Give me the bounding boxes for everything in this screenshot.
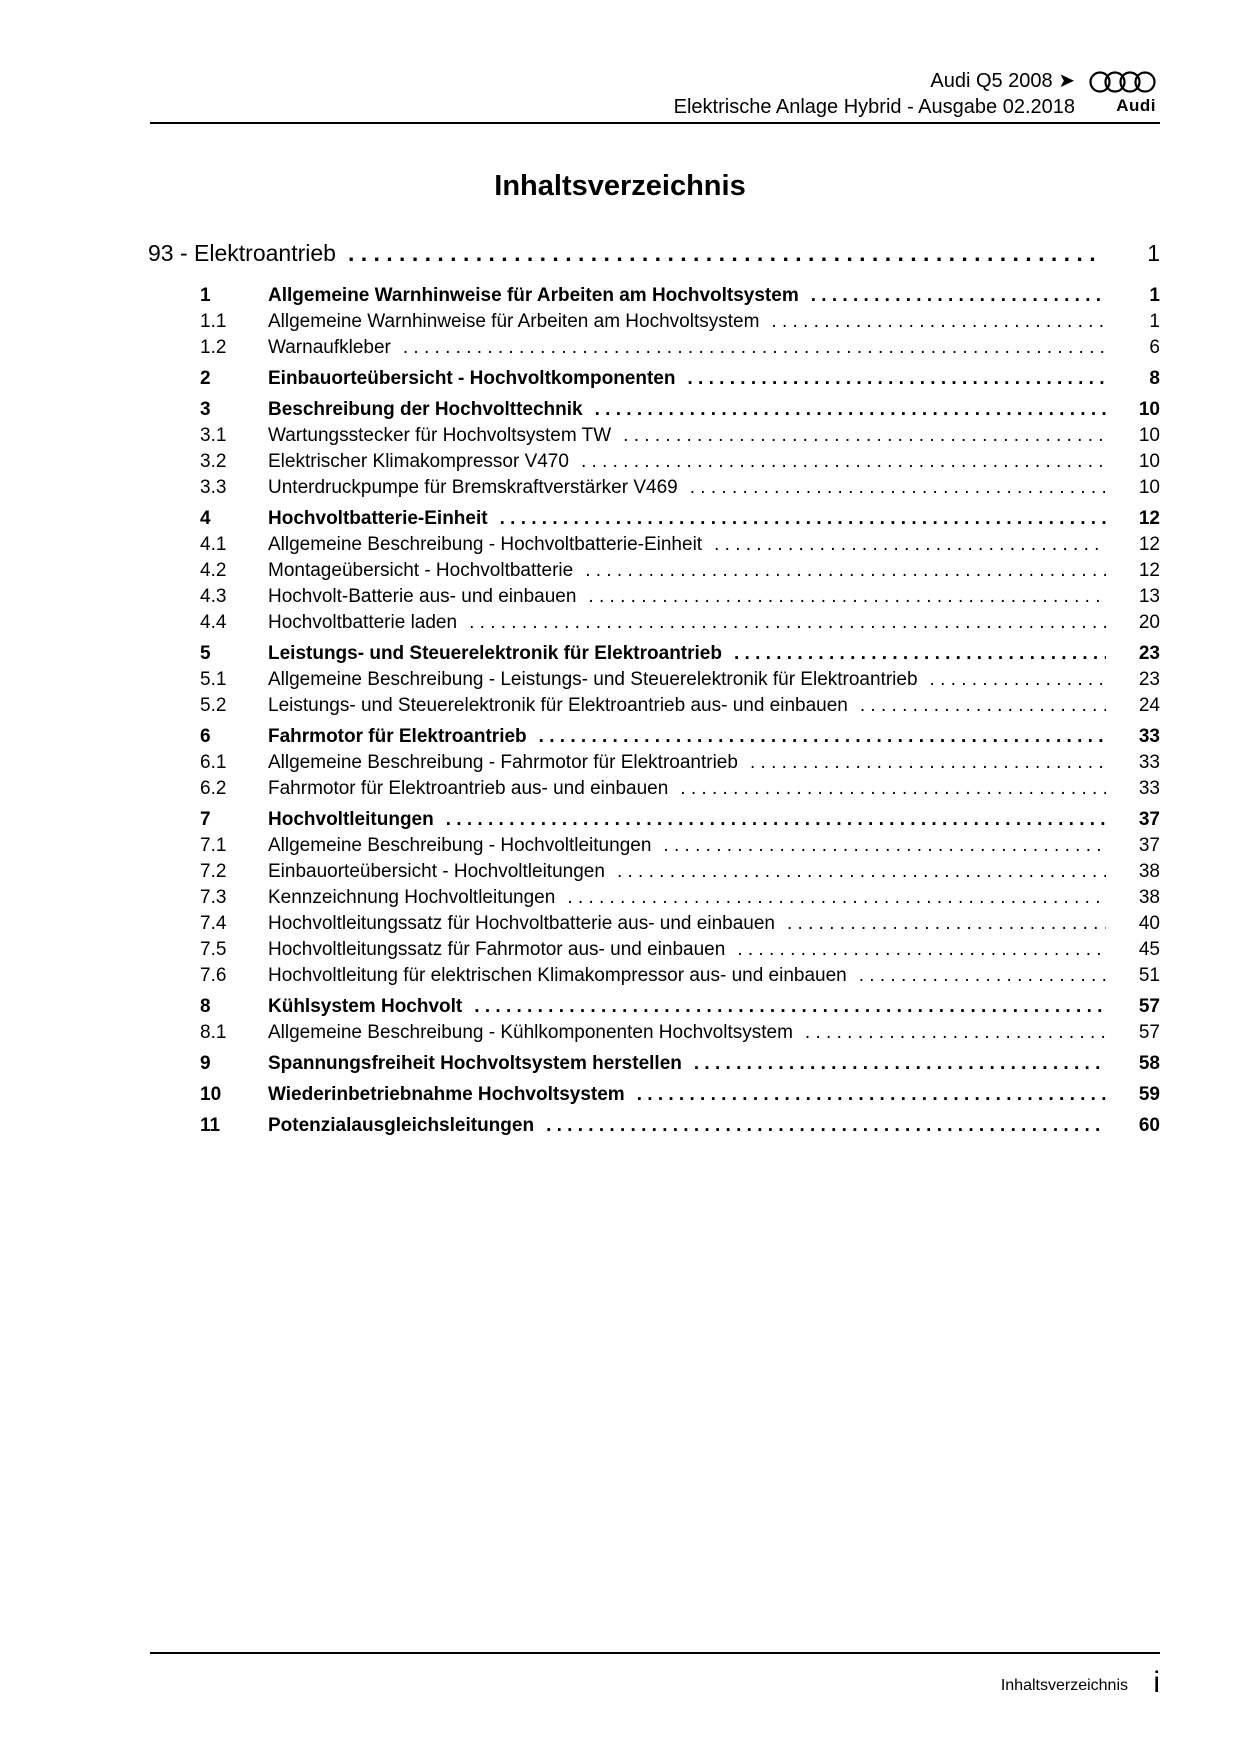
toc-entry-page: 45 [1138, 939, 1160, 960]
dot-leader [690, 475, 1106, 501]
toc-section-row[interactable] [148, 366, 1160, 392]
toc-entry-number: 1 [200, 285, 211, 306]
toc-entry-title: Fahrmotor für Elektroantrieb aus- und einbauen [268, 778, 669, 799]
dot-leader [737, 937, 1106, 963]
toc-subsection-row[interactable] [148, 584, 1160, 610]
toc-entry-title: Einbauorteübersicht - Hochvoltleitungen [268, 861, 605, 882]
toc-entry-number: 6.1 [200, 752, 227, 773]
dot-leader [446, 807, 1106, 833]
toc-entry-title: Wartungsstecker für Hochvoltsystem TW [268, 425, 612, 446]
toc-entry-page: 10 [1138, 425, 1160, 446]
toc-entry-number: 2 [200, 368, 211, 389]
dot-leader [663, 833, 1106, 859]
dot-leader [469, 610, 1106, 636]
toc-section-row[interactable] [148, 506, 1160, 532]
toc-entry-page: 23 [1138, 669, 1160, 690]
dot-leader [787, 911, 1106, 937]
dot-leader [617, 859, 1106, 885]
dot-leader [588, 584, 1106, 610]
toc-entry-number: 4.4 [200, 612, 227, 633]
toc-entry-page: 57 [1138, 996, 1160, 1017]
toc-entry-page: 60 [1138, 1115, 1160, 1136]
toc-entry-title: Hochvoltbatterie-Einheit [268, 508, 488, 529]
toc-entry-title: Allgemeine Beschreibung - Kühlkomponenten Hochvoltsystem [268, 1022, 793, 1043]
toc-entry-page: 10 [1138, 399, 1160, 420]
toc-entry-title: Elektrischer Klimakompressor V470 [268, 451, 569, 472]
toc-section-row[interactable] [148, 1082, 1160, 1108]
toc-entry-title: Allgemeine Beschreibung - Fahrmotor für Elektroantrieb [268, 752, 738, 773]
header-edition: Elektrische Anlage Hybrid - Ausgabe 02.2018 [673, 96, 1075, 118]
dot-leader [567, 885, 1106, 911]
toc-entry-number: 1.2 [200, 337, 227, 358]
toc-entry-title: Warnaufkleber [268, 337, 391, 358]
table-of-contents [148, 240, 1160, 1139]
chapter-page: 1 [1147, 240, 1160, 266]
audi-logo-text: Audi [1116, 96, 1156, 115]
audi-rings-logo [1088, 70, 1160, 116]
toc-entry-page: 58 [1138, 1053, 1160, 1074]
footer-page-number: i [1153, 1666, 1160, 1699]
toc-entry-page: 37 [1138, 809, 1160, 830]
chapter-title: 93 - Elektroantrieb [148, 240, 336, 266]
toc-entry-page: 37 [1138, 835, 1160, 856]
toc-entry-number: 4.3 [200, 586, 227, 607]
toc-entry-title: Leistungs- und Steuerelektronik für Elektroantrieb aus- und einbauen [268, 695, 848, 716]
dot-leader [348, 240, 1098, 267]
toc-subsection-row[interactable] [148, 1020, 1160, 1046]
toc-entry-number: 8.1 [200, 1022, 227, 1043]
toc-chapter[interactable] [148, 240, 1160, 278]
toc-entry-number: 7 [200, 809, 211, 830]
toc-entry-title: Beschreibung der Hochvolttechnik [268, 399, 583, 420]
toc-entry-page: 38 [1138, 861, 1160, 882]
toc-subsection-row[interactable] [148, 475, 1160, 501]
toc-entry-number: 1.1 [200, 311, 227, 332]
audi-rings-icon [1088, 70, 1160, 96]
toc-entry-number: 8 [200, 996, 211, 1017]
toc-entry-number: 5 [200, 643, 211, 664]
toc-entry-number: 7.4 [200, 913, 227, 934]
toc-entry-number: 7.1 [200, 835, 227, 856]
toc-section-row[interactable] [148, 724, 1160, 750]
toc-subsection-row[interactable] [148, 693, 1160, 719]
toc-subsection-row[interactable] [148, 885, 1160, 911]
toc-entry-number: 4.1 [200, 534, 227, 555]
dot-leader [539, 724, 1106, 750]
toc-entry-page: 1 [1149, 285, 1160, 306]
footer-divider [150, 1652, 1160, 1654]
toc-entry-title: Unterdruckpumpe für Bremskraftverstärker V469 [268, 477, 678, 498]
dot-leader [623, 423, 1106, 449]
toc-subsection-row[interactable] [148, 335, 1160, 361]
dot-leader [403, 335, 1106, 361]
toc-entry-page: 13 [1138, 586, 1160, 607]
dot-leader [750, 750, 1106, 776]
dot-leader [694, 1051, 1106, 1077]
toc-entry-number: 3.2 [200, 451, 227, 472]
toc-section-row[interactable] [148, 283, 1160, 309]
toc-subsection-row[interactable] [148, 859, 1160, 885]
toc-subsection-row[interactable] [148, 937, 1160, 963]
toc-entry-page: 38 [1138, 887, 1160, 908]
dot-leader [680, 776, 1106, 802]
toc-entry-page: 20 [1138, 612, 1160, 633]
toc-entry-number: 6 [200, 726, 211, 747]
toc-entry-number: 3 [200, 399, 211, 420]
dot-leader [771, 309, 1106, 335]
dot-leader [474, 994, 1106, 1020]
dot-leader [714, 532, 1106, 558]
toc-entry-page: 33 [1138, 726, 1160, 747]
toc-section-row[interactable] [148, 397, 1160, 423]
toc-subsection-row[interactable] [148, 667, 1160, 693]
toc-entry-title: Hochvoltleitungssatz für Fahrmotor aus- und einbauen [268, 939, 726, 960]
toc-entry-page: 40 [1138, 913, 1160, 934]
toc-entry-page: 8 [1149, 368, 1160, 389]
toc-entry-title: Hochvoltleitung für elektrischen Klimakompressor aus- und einbauen [268, 965, 847, 986]
toc-entry-title: Einbauorteübersicht - Hochvoltkomponenten [268, 368, 676, 389]
toc-subsection-row[interactable] [148, 423, 1160, 449]
toc-subsection-row[interactable] [148, 963, 1160, 989]
page-title: Inhaltsverzeichnis [494, 170, 746, 202]
toc-entry-page: 6 [1149, 337, 1160, 358]
toc-entry-page: 51 [1138, 965, 1160, 986]
toc-entry-title: Kühlsystem Hochvolt [268, 996, 463, 1017]
header-text [674, 68, 1075, 120]
dot-leader [805, 1020, 1106, 1046]
dot-leader [581, 449, 1106, 475]
toc-entries [148, 283, 1160, 1139]
toc-entry-number: 7.6 [200, 965, 227, 986]
toc-entry-title: Hochvoltbatterie laden [268, 612, 458, 633]
toc-entry-number: 7.2 [200, 861, 227, 882]
toc-entry-title: Kennzeichnung Hochvoltleitungen [268, 887, 556, 908]
toc-subsection-row[interactable] [148, 610, 1160, 636]
toc-section-row[interactable] [148, 994, 1160, 1020]
toc-entry-page: 33 [1138, 778, 1160, 799]
toc-entry-page: 33 [1138, 752, 1160, 773]
toc-entry-page: 24 [1138, 695, 1160, 716]
toc-entry-title: Allgemeine Beschreibung - Hochvoltbatterie-Einheit [268, 534, 703, 555]
toc-entry-page: 10 [1138, 451, 1160, 472]
toc-entry-number: 10 [200, 1084, 222, 1105]
toc-section-row[interactable] [148, 807, 1160, 833]
toc-entry-number: 7.5 [200, 939, 227, 960]
dot-leader [585, 558, 1106, 584]
toc-subsection-row[interactable] [148, 750, 1160, 776]
toc-entry-title: Hochvoltleitungen [268, 809, 434, 830]
toc-entry-page: 23 [1138, 643, 1160, 664]
toc-subsection-row[interactable] [148, 776, 1160, 802]
toc-entry-title: Wiederinbetriebnahme Hochvoltsystem [268, 1084, 625, 1105]
toc-entry-page: 59 [1138, 1084, 1160, 1105]
toc-entry-title: Montageübersicht - Hochvoltbatterie [268, 560, 574, 581]
toc-entry-title: Allgemeine Beschreibung - Leistungs- und Steuerelektronik für Elektroantrieb [268, 669, 918, 690]
header-vehicle: Audi Q5 2008 ➤ [930, 70, 1075, 92]
toc-entry-number: 4 [200, 508, 211, 529]
dot-leader [811, 283, 1106, 309]
toc-entry-title: Allgemeine Warnhinweise für Arbeiten am Hochvoltsystem [268, 311, 760, 332]
toc-section-row[interactable] [148, 1051, 1160, 1077]
toc-entry-number: 9 [200, 1053, 211, 1074]
toc-entry-number: 11 [200, 1115, 221, 1136]
dot-leader [687, 366, 1106, 392]
toc-entry-page: 12 [1138, 534, 1160, 555]
toc-subsection-row[interactable] [148, 911, 1160, 937]
toc-entry-title: Allgemeine Warnhinweise für Arbeiten am Hochvoltsystem [268, 285, 799, 306]
toc-entry-number: 7.3 [200, 887, 227, 908]
toc-entry-title: Fahrmotor für Elektroantrieb [268, 726, 527, 747]
toc-entry-title: Potenzialausgleichsleitungen [268, 1115, 535, 1136]
toc-entry-number: 5.2 [200, 695, 227, 716]
toc-entry-title: Hochvolt-Batterie aus- und einbauen [268, 586, 577, 607]
toc-entry-number: 3.3 [200, 477, 227, 498]
toc-subsection-row[interactable] [148, 309, 1160, 335]
header-divider [150, 122, 1160, 124]
toc-entry-page: 1 [1149, 311, 1160, 332]
dot-leader [930, 667, 1106, 693]
toc-entry-page: 12 [1138, 560, 1160, 581]
dot-leader [595, 397, 1106, 423]
toc-entry-title: Spannungsfreiheit Hochvoltsystem herstellen [268, 1053, 682, 1074]
dot-leader [734, 641, 1106, 667]
toc-subsection-row[interactable] [148, 833, 1160, 859]
toc-entry-number: 3.1 [200, 425, 227, 446]
footer-label: Inhaltsverzeichnis [1000, 1677, 1128, 1694]
toc-subsection-row[interactable] [148, 558, 1160, 584]
dot-leader [859, 963, 1106, 989]
dot-leader [500, 506, 1106, 532]
toc-subsection-row[interactable] [148, 449, 1160, 475]
toc-entry-page: 12 [1138, 508, 1160, 529]
toc-entry-number: 4.2 [200, 560, 227, 581]
toc-entry-title: Allgemeine Beschreibung - Hochvoltleitungen [268, 835, 652, 856]
toc-entry-title: Hochvoltleitungssatz für Hochvoltbatterie aus- und einbauen [268, 913, 775, 934]
toc-entry-number: 6.2 [200, 778, 227, 799]
toc-entry-page: 57 [1138, 1022, 1160, 1043]
toc-entry-page: 10 [1138, 477, 1160, 498]
toc-section-row[interactable] [148, 1113, 1160, 1139]
dot-leader [860, 693, 1106, 719]
toc-subsection-row[interactable] [148, 532, 1160, 558]
dot-leader [637, 1082, 1106, 1108]
toc-entry-title: Leistungs- und Steuerelektronik für Elektroantrieb [268, 643, 722, 664]
toc-entry-number: 5.1 [200, 669, 227, 690]
dot-leader [546, 1113, 1106, 1139]
toc-section-row[interactable] [148, 641, 1160, 667]
